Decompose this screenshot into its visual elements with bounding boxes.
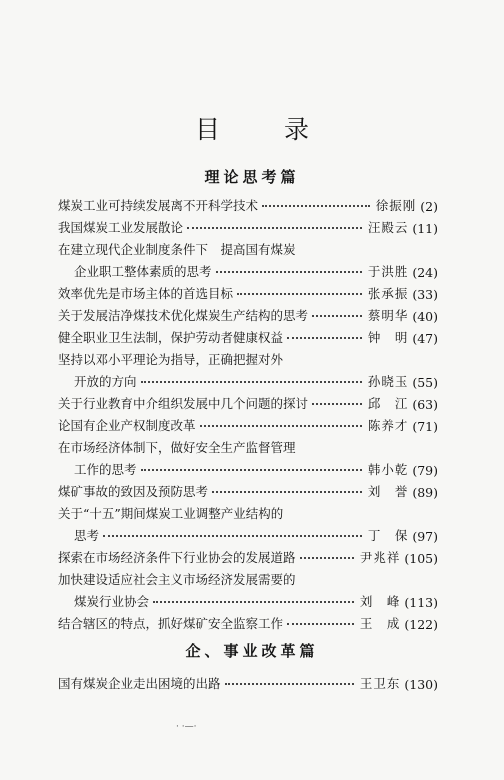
entry-title: 结合辖区的特点，抓好煤矿安全监察工作 [58,616,284,631]
entry-author: 邱 江 [367,396,409,411]
entry-author: 韩小乾 [367,462,409,477]
leader-dots [287,337,362,339]
entry-page: (33) [412,287,438,302]
entry-author: 徐振刚 [375,198,417,213]
entry-page: (130) [404,677,438,692]
toc-entry-continuation[interactable] [74,588,438,610]
entry-author: 刘 峰 [359,594,401,609]
leader-dots [225,683,354,685]
toc-entry[interactable] [58,670,438,692]
leader-dots [153,601,354,603]
leader-dots [103,535,362,537]
entry-author: 王卫东 [359,676,401,691]
leader-dots [300,557,354,559]
entry-title: 国有煤炭企业走出困境的出路 [58,676,221,691]
entry-title: 煤矿事故的致因及预防思考 [58,484,209,499]
toc-entry-first-line[interactable] [58,346,438,368]
toc-entry-first-line[interactable] [58,236,438,258]
entry-title: 论国有企业产权制度改革 [58,418,196,433]
entry-title: 加快建设适应社会主义市场经济发展需要的 [58,572,296,587]
entry-author: 钟 明 [367,330,409,345]
section-heading-reform: 企、事业改革篇 [185,642,319,660]
entry-title-cont: 企业职工整体素质的思考 [74,264,212,279]
leader-dots [287,623,354,625]
entry-page: (89) [412,485,438,500]
entry-author: 刘 誉 [367,484,409,499]
entry-page: (24) [412,265,438,280]
entry-title: 在市场经济体制下，做好安全生产监督管理 [58,440,296,455]
toc-entry[interactable] [58,610,438,632]
leader-dots [262,205,370,207]
leader-dots [312,315,362,317]
toc-entry-first-line[interactable] [58,500,438,522]
entry-title-cont: 思考 [74,528,100,543]
entry-page: (40) [412,309,438,324]
entry-author: 蔡明华 [367,308,409,323]
entry-page: (55) [412,375,438,390]
entry-title-cont: 工作的思考 [74,462,137,477]
entry-title: 我国煤炭工业发展散论 [58,220,184,235]
toc-entry-continuation[interactable] [74,258,438,280]
section-heading-theory: 理论思考篇 [204,168,300,186]
entry-title: 关于发展洁净煤技术优化煤炭生产结构的思考 [58,308,309,323]
toc-entry-first-line[interactable] [58,566,438,588]
toc-entry[interactable] [58,280,438,302]
entry-author: 汪殿云 [367,220,409,235]
entry-title: 效率优先是市场主体的首选目标 [58,286,234,301]
entry-page: (47) [412,331,438,346]
toc-entry[interactable] [58,192,438,214]
entry-page: (122) [404,617,438,632]
entry-title: 关于行业教育中介组织发展中几个问题的探讨 [58,396,309,411]
leader-dots [141,381,362,383]
leader-dots [141,469,362,471]
entry-title-cont: 煤炭行业协会 [74,594,150,609]
entry-title-cont: 开放的方向 [74,374,137,389]
entry-author: 张承振 [367,286,409,301]
toc-entry[interactable] [58,302,438,324]
leader-dots [187,227,362,229]
leader-dots [237,293,362,295]
toc-entry[interactable] [58,214,438,236]
leader-dots [312,403,362,405]
entry-page: (71) [412,419,438,434]
entry-author: 于洪胜 [367,264,409,279]
entry-author: 尹兆祥 [359,550,401,565]
entry-page: (11) [412,221,438,236]
entry-author: 陈养才 [367,418,409,433]
entry-title: 健全职业卫生法制，保护劳动者健康权益 [58,330,284,345]
entry-title: 煤炭工业可持续发展离不开科学技术 [58,198,259,213]
entry-page: (113) [404,595,438,610]
entry-title: 在建立现代企业制度条件下 提高国有煤炭 [58,242,296,257]
entry-author: 丁 保 [367,528,409,543]
toc-entry[interactable] [58,390,438,412]
entry-page: (79) [412,463,438,478]
leader-dots [200,425,362,427]
entry-page: (105) [404,551,438,566]
entry-title: 探索在市场经济条件下行业协会的发展道路 [58,550,296,565]
leader-dots [216,271,362,273]
toc-entry-continuation[interactable] [74,368,438,390]
entry-page: (97) [412,529,438,544]
toc-entry-continuation[interactable] [74,522,438,544]
entry-author: 王 成 [359,616,401,631]
entry-title: 关于“十五”期间煤炭工业调整产业结构的 [58,506,284,521]
toc-entry[interactable] [58,412,438,434]
toc-entry[interactable] [58,478,438,500]
toc-entry[interactable] [58,324,438,346]
entry-author: 孙晓玉 [367,374,409,389]
toc-entry-first-line[interactable] [58,434,438,456]
toc-entry-continuation[interactable] [74,456,438,478]
page-title: 目 录 [195,115,337,144]
entry-page: (2) [420,199,438,214]
entry-title: 坚持以邓小平理论为指导，正确把握对外 [58,352,284,367]
leader-dots [212,491,362,493]
entry-page: (63) [412,397,438,412]
footer-mark: · ·—· [176,722,197,732]
toc-entry[interactable] [58,544,438,566]
